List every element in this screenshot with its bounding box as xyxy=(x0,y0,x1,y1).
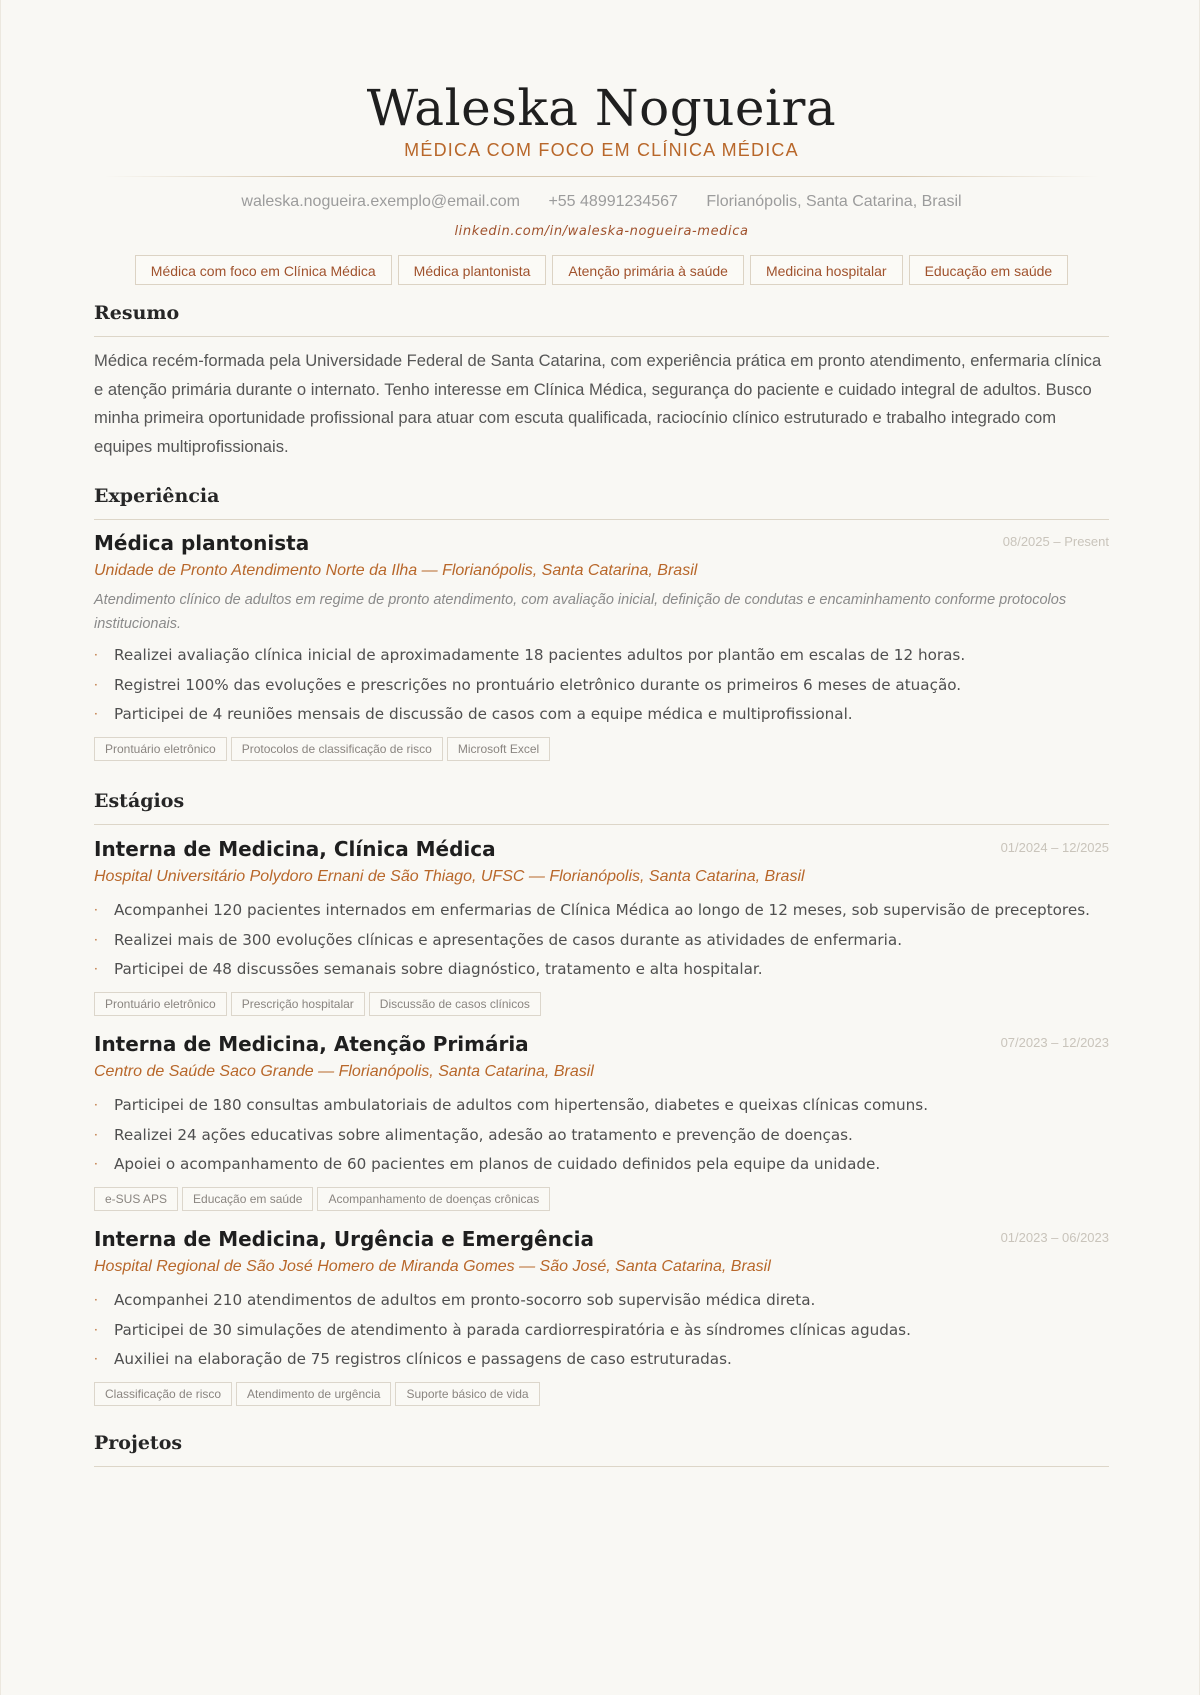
bullet-text: Participei de 4 reuniões mensais de discussão de casos com a equipe médica e multiprofissional. xyxy=(114,705,853,723)
skill-tag: Prontuário eletrônico xyxy=(94,737,227,761)
contact-line xyxy=(94,191,1109,213)
skill-tags xyxy=(94,1187,1109,1211)
skill-tag: e-SUS APS xyxy=(94,1187,178,1211)
list-item xyxy=(94,671,1109,701)
skill-tag: Suporte básico de vida xyxy=(395,1382,539,1406)
linkedin-link[interactable]: linkedin.com/in/waleska-nogueira-medica xyxy=(454,224,749,239)
job-bullets xyxy=(94,896,1109,985)
summary-text: Médica recém-formada pela Universidade Federal de Santa Catarina, com experiência prática em pronto atendimento, enfermaria clínica e atenção primária durante o internato. Tenho interesse em Clínica Médica, segurança do paciente e cuidado integral de adultos. Busco minha primeira oportunidade profissional para atuar com escuta qualificada, raciocínio clínico estruturado e trabalho integrado com equipes multiprofissionais. xyxy=(94,351,1102,456)
bullet-icon: · xyxy=(94,903,98,917)
bullet-text: Realizei mais de 300 evoluções clínicas e apresentações de casos durante as atividades de enfermaria. xyxy=(114,930,903,949)
section-title-internships: Estágios xyxy=(94,788,1109,825)
job-title: Interna de Medicina, Atenção Primária xyxy=(94,1032,529,1056)
job-date: 08/2025 – Present xyxy=(1002,534,1109,549)
bullet-text: Registrei 100% das evoluções e prescrições no prontuário eletrônico durante os primeiros 6 meses de atuação. xyxy=(114,675,962,694)
candidate-role: MÉDICA COM FOCO EM CLÍNICA MÉDICA xyxy=(404,140,799,160)
skill-tag: Educação em saúde xyxy=(182,1187,313,1211)
job-organization: Unidade de Pronto Atendimento Norte da Ilha — Florianópolis, Santa Catarina, Brasil xyxy=(94,562,698,579)
job-organization: Hospital Regional de São José Homero de Miranda Gomes — São José, Santa Catarina, Brasil xyxy=(94,1258,771,1275)
bullet-text: Realizei 24 ações educativas sobre alimentação, adesão ao tratamento e prevenção de doenças. xyxy=(114,1125,853,1144)
bullet-icon: · xyxy=(94,962,98,976)
skill-tag: Atendimento de urgência xyxy=(236,1382,391,1406)
bullet-icon: · xyxy=(94,1352,98,1366)
bullet-text: Apoiei o acompanhamento de 60 pacientes em planos de cuidado definidos pela equipe da unidade. xyxy=(114,1155,881,1173)
job-date: 07/2023 – 12/2023 xyxy=(1000,1035,1109,1050)
skill-tags xyxy=(94,992,1109,1016)
list-item xyxy=(94,896,1109,926)
phone-text[interactable]: +55 48991234567 xyxy=(548,193,678,210)
bullet-text: Realizei avaliação clínica inicial de aproximadamente 18 pacientes adultos por plantão em escalas de 12 horas. xyxy=(114,646,966,664)
skill-tags xyxy=(94,1382,1109,1406)
candidate-name: Waleska Nogueira xyxy=(366,79,837,137)
skill-tag: Prescrição hospitalar xyxy=(231,992,365,1016)
job-bullets xyxy=(94,641,1109,730)
skill-tags xyxy=(94,737,1109,761)
job-entry xyxy=(94,1226,1109,1406)
bullet-text: Acompanhei 210 atendimentos de adultos em pronto-socorro sob supervisão médica direta. xyxy=(114,1291,816,1309)
skill-tag: Prontuário eletrônico xyxy=(94,992,227,1016)
bullet-text: Participei de 48 discussões semanais sobre diagnóstico, tratamento e alta hospitalar. xyxy=(114,960,763,978)
bullet-icon: · xyxy=(94,1157,98,1171)
list-item xyxy=(94,1316,1109,1346)
job-bullets xyxy=(94,1091,1109,1180)
header-tag: Atenção primária à saúde xyxy=(552,255,744,285)
skill-tag: Classificação de risco xyxy=(94,1382,232,1406)
bullet-text: Auxiliei na elaboração de 75 registros clínicos e passagens de caso estruturadas. xyxy=(114,1350,732,1368)
bullet-icon: · xyxy=(94,648,98,662)
bullet-icon: · xyxy=(94,1322,98,1337)
list-item xyxy=(94,1345,1109,1375)
job-organization: Centro de Saúde Saco Grande — Florianópolis, Santa Catarina, Brasil xyxy=(94,1063,594,1080)
list-item xyxy=(94,700,1109,730)
section-title-summary: Resumo xyxy=(94,300,1109,337)
skill-tag: Discussão de casos clínicos xyxy=(369,992,541,1016)
bullet-icon: · xyxy=(94,1098,98,1112)
bullet-text: Acompanhei 120 pacientes internados em enfermarias de Clínica Médica ao longo de 12 meses, sob supervisão de preceptores. xyxy=(114,901,1090,919)
list-item xyxy=(94,641,1109,671)
bullet-icon: · xyxy=(94,1127,98,1142)
header-divider xyxy=(104,176,1099,177)
bullet-text: Participei de 30 simulações de atendimento à parada cardiorrespiratória e às síndromes clínicas agudas. xyxy=(114,1320,911,1339)
job-date: 01/2023 – 06/2023 xyxy=(1000,1230,1109,1245)
list-item xyxy=(94,1286,1109,1316)
job-organization: Hospital Universitário Polydoro Ernani de São Thiago, UFSC — Florianópolis, Santa Catarina, Brasil xyxy=(94,868,805,885)
job-date: 01/2024 – 12/2025 xyxy=(1000,840,1109,855)
job-entry xyxy=(94,1031,1109,1211)
job-entry xyxy=(94,530,1109,761)
email-text[interactable]: waleska.nogueira.exemplo@email.com xyxy=(241,193,520,210)
job-title: Médica plantonista xyxy=(94,531,310,555)
job-title: Interna de Medicina, Clínica Médica xyxy=(94,837,496,861)
header-tag: Médica plantonista xyxy=(398,255,547,285)
bullet-icon: · xyxy=(94,677,98,692)
header-tags xyxy=(94,255,1109,285)
list-item xyxy=(94,1121,1109,1151)
job-description: Atendimento clínico de adultos em regime de pronto atendimento, com avaliação inicial, definição de condutas e encaminhamento conforme protocolos institucionais. xyxy=(94,592,1067,632)
location-text: Florianópolis, Santa Catarina, Brasil xyxy=(706,193,962,210)
section-title-projects: Projetos xyxy=(94,1430,1109,1467)
list-item xyxy=(94,1091,1109,1121)
bullet-icon: · xyxy=(94,932,98,947)
header-tag: Medicina hospitalar xyxy=(750,255,903,285)
list-item xyxy=(94,1150,1109,1180)
header-tag: Educação em saúde xyxy=(909,255,1069,285)
job-title: Interna de Medicina, Urgência e Emergência xyxy=(94,1227,595,1251)
bullet-text: Participei de 180 consultas ambulatoriais de adultos com hipertensão, diabetes e queixas clínicas comuns. xyxy=(114,1096,929,1114)
list-item xyxy=(94,955,1109,985)
list-item xyxy=(94,926,1109,956)
header-tag: Médica com foco em Clínica Médica xyxy=(135,255,392,285)
job-entry xyxy=(94,836,1109,1016)
skill-tag: Microsoft Excel xyxy=(447,737,550,761)
bullet-icon: · xyxy=(94,707,98,721)
job-bullets xyxy=(94,1286,1109,1375)
skill-tag: Protocolos de classificação de risco xyxy=(231,737,443,761)
skill-tag: Acompanhamento de doenças crônicas xyxy=(317,1187,550,1211)
section-title-experience: Experiência xyxy=(94,483,1109,520)
bullet-icon: · xyxy=(94,1293,98,1307)
